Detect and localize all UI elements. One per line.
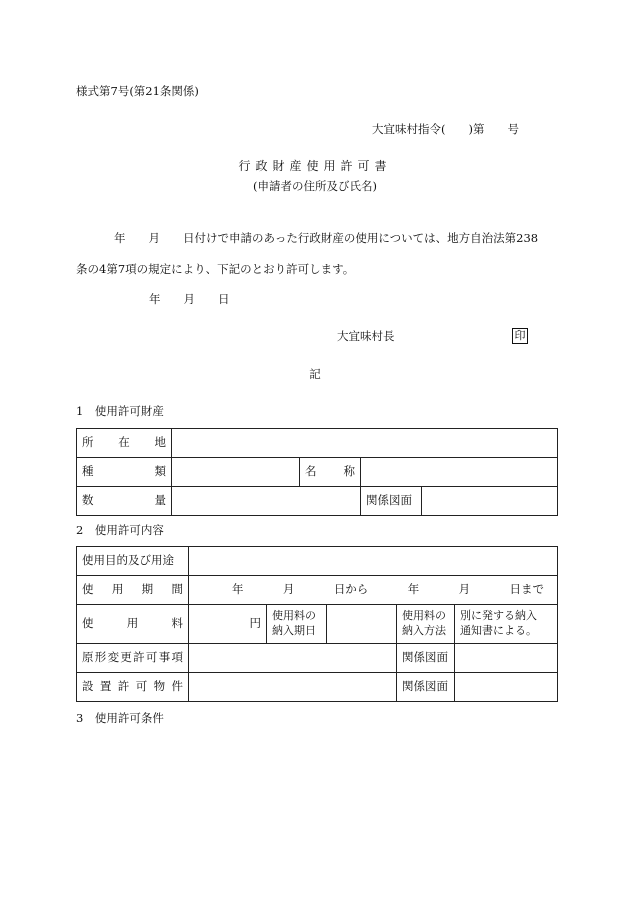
table-row [77,605,558,644]
due-date-value[interactable] [327,605,397,644]
type-value[interactable] [172,458,300,487]
section-1-heading: 1 使用許可財産 [76,404,164,418]
table-row [77,673,558,702]
location-value[interactable] [172,429,558,458]
purpose-label: 使用目的及び用途 [77,547,189,576]
period-end-day: 日まで [509,582,545,597]
table-row [77,487,558,516]
body-text [76,223,558,285]
alteration-value[interactable] [189,644,397,673]
quantity-label: 数量 [77,487,172,516]
payment-method-value: 別に発する納入 通知書による。 [455,605,558,644]
payment-method-label: 使用料の 納入方法 [397,605,455,644]
period-end-year: 年 [407,582,420,597]
issue-date: 年 月 日 [149,292,230,306]
permit-content-table [76,546,558,702]
form-number: 様式第7号(第21条関係) [76,84,199,98]
table-row [77,547,558,576]
body-line-1: 年 月 日付けで申請のあった行政財産の使用については、地方自治法第238 [114,231,539,245]
installation-drawing-value[interactable] [455,673,558,702]
seal-mark: 印 [512,328,528,344]
permit-number: 大宜味村指令( )第 号 [372,122,519,136]
installation-value[interactable] [189,673,397,702]
alteration-label: 原形変更許可事項 [77,644,189,673]
document-subtitle: (申請者の住所及び氏名) [253,179,377,193]
related-drawing-value[interactable] [422,487,558,516]
purpose-value[interactable] [189,547,558,576]
period-end-month: 月 [458,582,471,597]
fee-label: 使用料 [77,605,189,644]
period-start-year: 年 [232,582,244,597]
due-date-label: 使用料の 納入期日 [267,605,327,644]
related-drawing-label: 関係図面 [361,487,422,516]
issuer: 大宜味村長 [337,329,395,343]
property-table [76,428,558,516]
name-label: 名称 [300,458,361,487]
section-2-heading: 2 使用許可内容 [76,523,164,537]
name-value[interactable] [361,458,558,487]
ki-heading: 記 [309,367,321,381]
period-start-month: 月 [282,582,295,597]
body-line-2: 条の4第7項の規定により、下記のとおり許可します。 [76,262,355,276]
fee-value[interactable] [189,605,267,644]
installation-drawing-label: 関係図面 [397,673,455,702]
fee-unit: 円 [249,616,261,631]
period-start-day: 日から [333,582,369,597]
quantity-value[interactable] [172,487,361,516]
location-label: 所在地 [77,429,172,458]
table-row [77,429,558,458]
document-title: 行政財産使用許可書 [238,159,392,173]
table-row [77,458,558,487]
table-row [77,576,558,605]
table-row [77,644,558,673]
period-label: 使用期間 [77,576,189,605]
alteration-drawing-value[interactable] [455,644,558,673]
type-label: 種類 [77,458,172,487]
section-3-heading: 3 使用許可条件 [76,711,164,725]
installation-label: 設置許可物件 [77,673,189,702]
alteration-drawing-label: 関係図面 [397,644,455,673]
period-value[interactable] [189,576,558,605]
